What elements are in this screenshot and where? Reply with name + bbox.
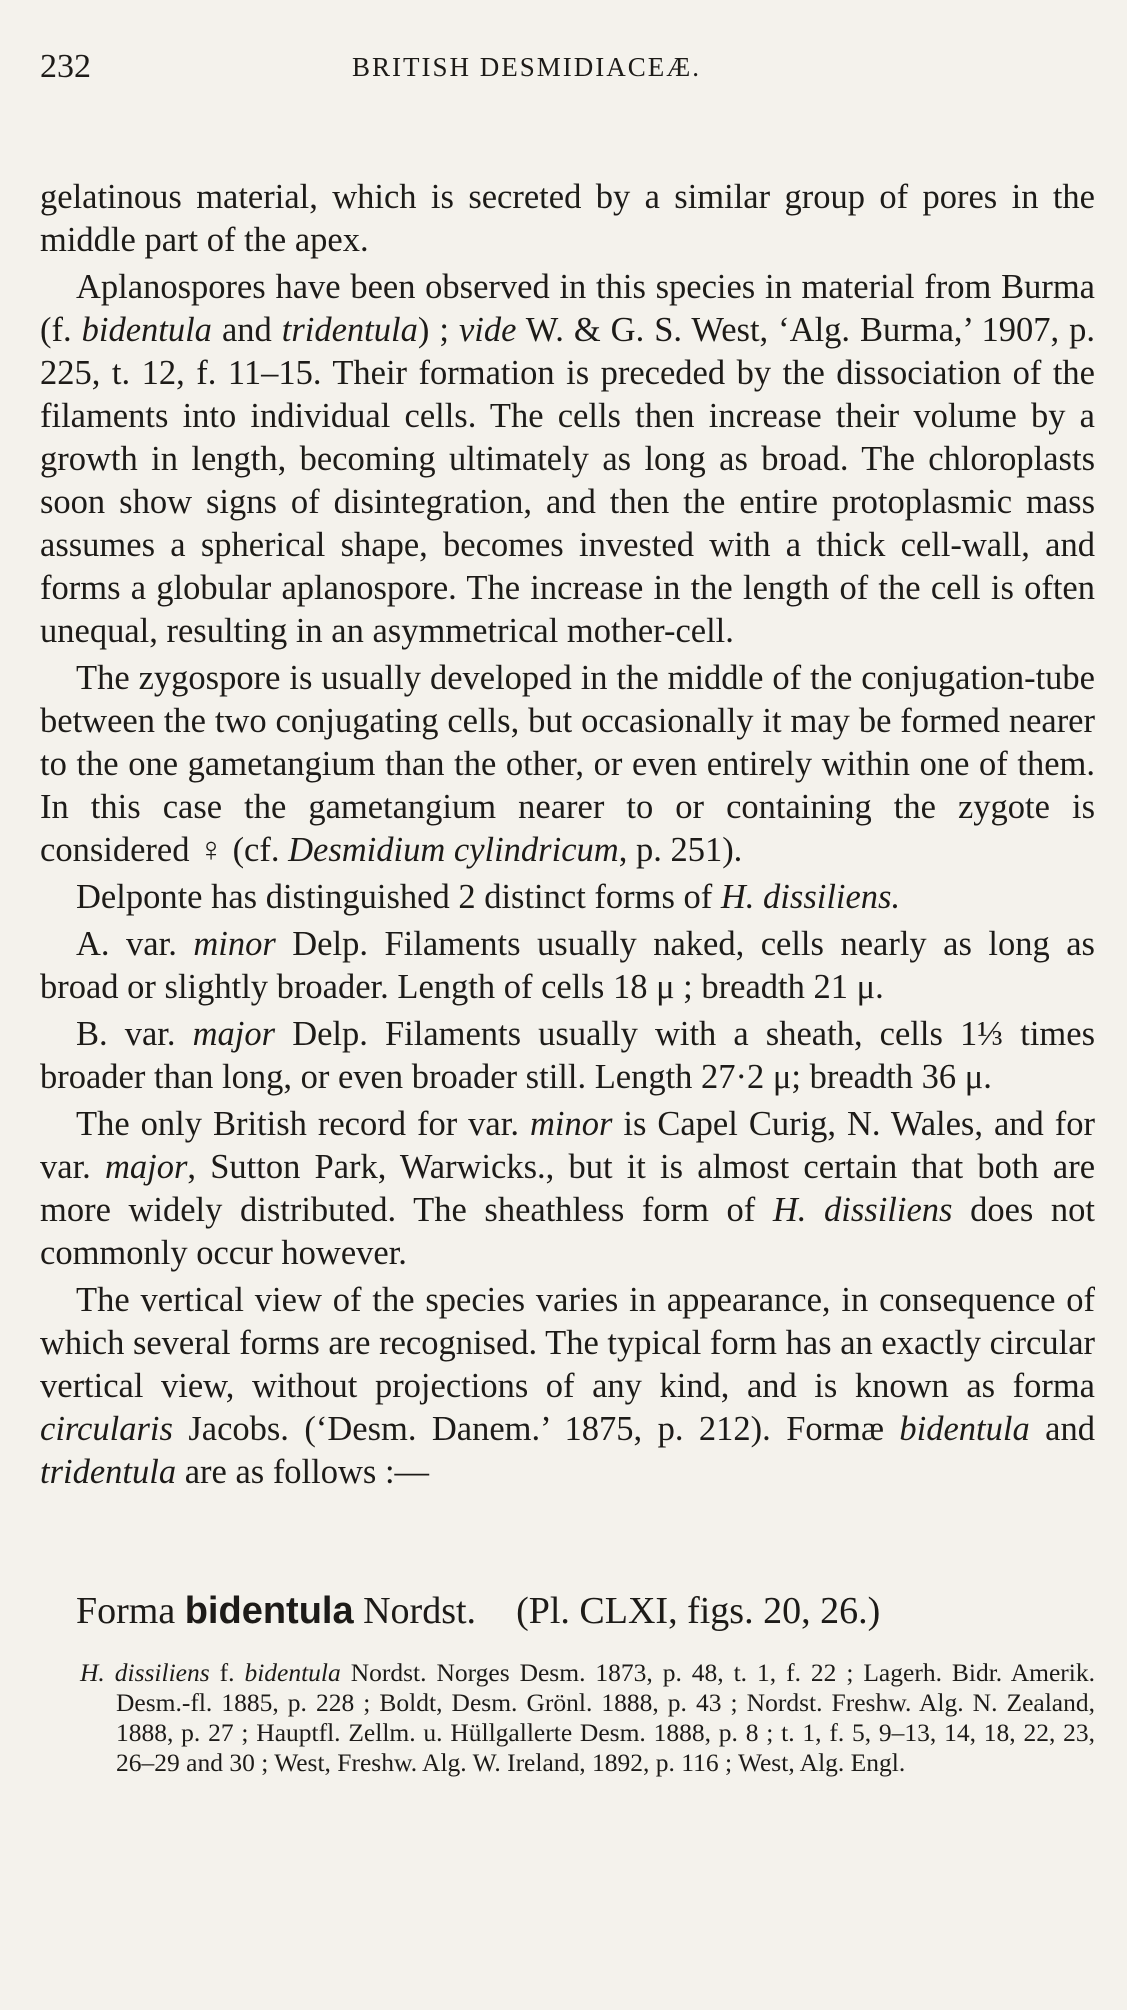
paragraph-continuation	[40, 176, 1095, 262]
paragraph-var-minor	[40, 923, 1095, 1009]
text-run: Aplanospores have been observed in this species in material from Burma (f.	[40, 268, 1095, 349]
paragraph-var-major	[40, 1013, 1095, 1099]
italic-term: bidentula	[81, 311, 212, 349]
forma-heading	[40, 1586, 1095, 1636]
page-number: 232	[40, 48, 91, 85]
body-text	[40, 176, 1095, 1494]
italic-term: Desmidium cylindricum	[288, 831, 619, 869]
text-run: and	[1029, 1410, 1095, 1448]
paragraph-vertical-view	[40, 1279, 1095, 1494]
text-run: Delp. Filaments usually naked, cells nearly as long as broad or slightly broader. Length of cells 18 μ ; breadth 21 μ.	[40, 925, 1095, 1006]
running-head	[40, 42, 1095, 92]
running-title: BRITISH DESMIDIACEÆ.	[352, 52, 702, 82]
text-run: does not commonly occur however.	[40, 1191, 1095, 1272]
text-run: f.	[209, 1658, 245, 1687]
text-run: Nordst. Norges Desm. 1873, p. 48, t. 1, f. 22 ; Lagerh. Bidr. Amerik. Desm.-fl. 1885, p. 228 ; Boldt, Desm. Grönl. 1888, p. 43 ; Nordst. Freshw. Alg. N. Zealand, 1888, p. 27 ; Hauptfl. Zellm. u. Hüllgallerte Desm. 1888, p. 8 ; t. 1, f. 5, 9–13, 14, 18, 22, 23, 26–29 and 30 ; West, Freshw. Alg. W. Ireland, 1892, p. 116 ; West, Alg. Engl.	[116, 1658, 1095, 1777]
text-run: The only British record for var.	[76, 1105, 530, 1143]
italic-term: major	[192, 1015, 276, 1053]
italic-term: major	[104, 1148, 188, 1186]
paragraph-zygospore	[40, 657, 1095, 872]
text-run: ) ;	[417, 311, 459, 349]
text-run: and	[211, 311, 282, 349]
forma-name: bidentula	[184, 1590, 354, 1632]
italic-term: H. dissiliens.	[720, 878, 901, 916]
italic-term: bidentula	[244, 1658, 341, 1687]
text-run: The vertical view of the species varies in appearance, in consequence of which several forms are recognised. The typical form has an exactly circular vertical view, without projections of any kind, and is known as forma	[40, 1281, 1095, 1405]
text-run: is Capel Curig, N. Wales, and for var.	[40, 1105, 1095, 1186]
plate-reference: (Pl. CLXI, figs. 20, 26.)	[516, 1590, 881, 1632]
text-run: are as follows :—	[176, 1453, 430, 1491]
forma-prefix: Forma	[76, 1590, 185, 1632]
paragraph-british-record	[40, 1103, 1095, 1275]
text-run: Jacobs. (‘Desm. Danem.’ 1875, p. 212). Formæ	[172, 1410, 900, 1448]
italic-term: bidentula	[899, 1410, 1030, 1448]
text-run: gelatinous material, which is secreted by a similar group of pores in the middle part of the apex.	[40, 178, 1095, 259]
text-run: B. var.	[76, 1015, 193, 1053]
text-run: A. var.	[76, 925, 194, 963]
paragraph-delponte	[40, 876, 1095, 919]
text-run: , Sutton Park, Warwicks., but it is almost certain that both are more widely distributed. The sheathless form of	[40, 1148, 1096, 1229]
text-run: W. & G. S. West, ‘Alg. Burma,’ 1907, p. 225, t. 12, f. 11–15. Their formation is preceded by the dissociation of the filaments into individual cells. The cells then increase their volume by a growth in length, becoming ultimately as long as broad. The chloroplasts soon show signs of disintegration, and then the entire protoplasmic mass assumes a spherical shape, becomes invested with a thick cell-wall, and forms a globular aplanospore. The increase in the length of the cell is often unequal, resulting in an asymmetrical mother-cell.	[40, 311, 1095, 650]
text-run: The zygospore is usually developed in the middle of the conjugation-tube between the two conjugating cells, but occasionally it may be formed nearer to the one gametangium than the other, or even entirely within one of them. In this case the gametangium nearer to or containing the zygote is considered ♀ (cf.	[40, 659, 1095, 869]
text-run: Delp. Filaments usually with a sheath, cells 1⅓ times broader than long, or even broader still. Length 27·2 μ; breadth 36 μ.	[40, 1015, 1095, 1096]
italic-term: minor	[193, 925, 276, 963]
italic-term: tridentula	[281, 311, 418, 349]
text-run: , p. 251).	[618, 831, 743, 869]
italic-term: tridentula	[40, 1453, 177, 1491]
forma-author: Nordst.	[353, 1590, 477, 1632]
text-run: Delponte has distinguished 2 distinct forms of	[76, 878, 721, 916]
italic-term: H. dissiliens	[772, 1191, 953, 1229]
italic-term: vide	[458, 311, 517, 349]
italic-term: minor	[529, 1105, 613, 1143]
paragraph-aplanospores	[40, 266, 1095, 653]
italic-term: H. dissiliens	[80, 1658, 210, 1687]
italic-term: circularis	[40, 1410, 173, 1448]
synonymy-citation	[80, 1658, 1095, 1778]
